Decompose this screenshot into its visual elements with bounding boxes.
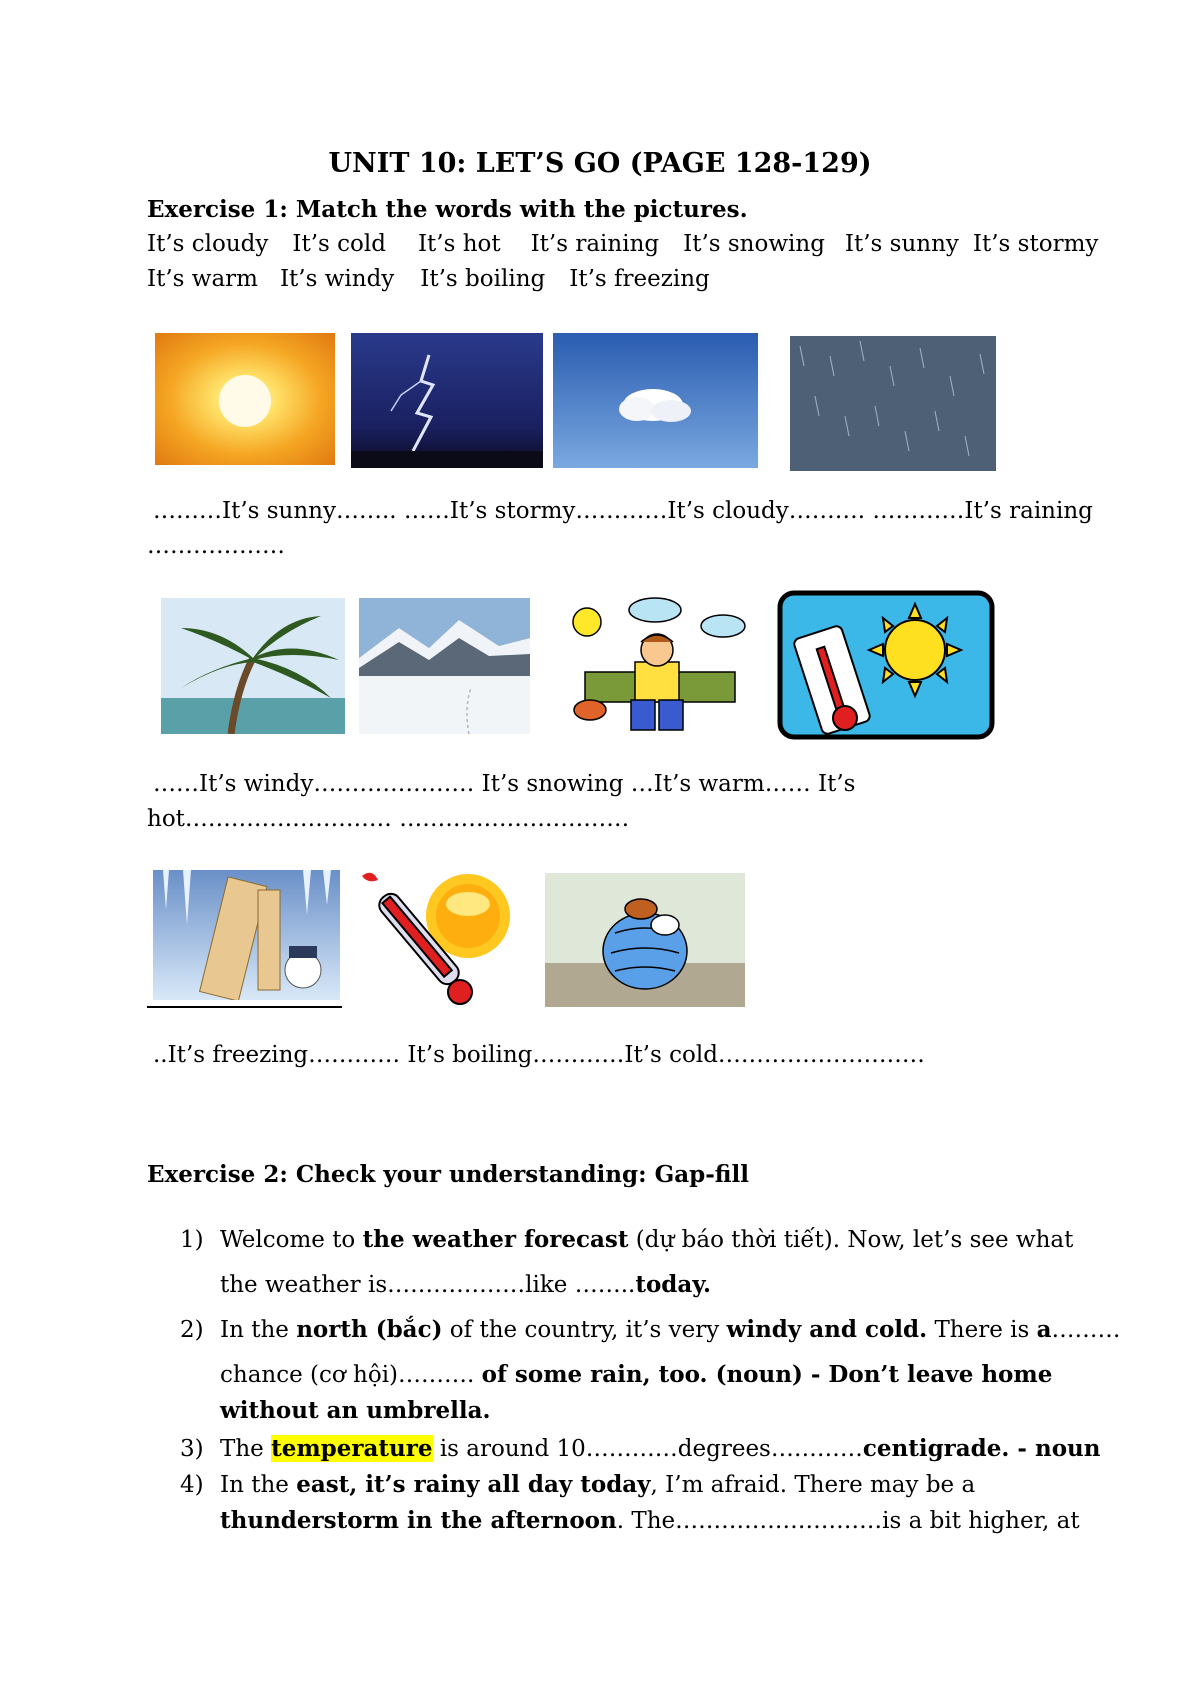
gap-item-1: 1) Welcome to the weather forecast (dự báo thời tiết). Now, let’s see what: [180, 1226, 1074, 1253]
snowy-mountain-picture: [359, 598, 530, 734]
word-item: It’s boiling: [420, 266, 546, 292]
word-item: It’s snowing: [683, 231, 825, 257]
answers-row-1-cont: ………………: [147, 533, 285, 559]
word-item: It’s sunny: [844, 231, 959, 257]
gap-item-4-line-2: thunderstorm in the afternoon. The………………………is a bit higher, at: [220, 1507, 1080, 1534]
gap-item-1-line-2: the weather is………………like ……..today.: [220, 1271, 712, 1298]
exercise2-heading: Exercise 2: Check your understanding: Gap-fill: [147, 1161, 749, 1188]
boiling-thermometer-picture: [348, 864, 538, 1006]
word-bank-row-2: [147, 266, 710, 292]
answers-row-2: ……It’s windy………………… It’s snowing …It’s warm…… It’s: [153, 771, 856, 797]
item-number: 4): [180, 1472, 204, 1498]
item-number: 3): [180, 1436, 204, 1462]
gap-item-2-line-2: chance (cơ hội)………. of some rain, too. (noun) - Don’t leave home: [220, 1361, 1053, 1388]
thermometer-sun-picture: [777, 590, 995, 740]
item-number: 1): [180, 1227, 204, 1253]
lightning-picture: [351, 333, 543, 468]
word-item: It’s stormy: [972, 231, 1099, 257]
word-bank-row-1: [147, 231, 1098, 257]
word-item: It’s windy: [279, 266, 395, 292]
bundled-dog-picture: [545, 873, 745, 1007]
word-item: It’s warm: [147, 266, 258, 292]
cloud-picture: [553, 333, 758, 468]
word-item: It’s cold: [292, 231, 386, 257]
exercise1-heading: Exercise 1: Match the words with the pictures.: [147, 196, 748, 223]
answers-row-2-cont: hot……………………… …………………………: [147, 806, 630, 832]
answers-row-1: ………It’s sunny…….. ……It’s stormy…………It’s cloudy………. …………It’s raining: [153, 498, 1093, 524]
highlighted-word: temperature: [271, 1435, 433, 1462]
word-item: It’s raining: [530, 231, 660, 257]
palm-tree-wind-picture: [161, 598, 345, 734]
divider-line: [147, 1006, 342, 1008]
sun-picture: [155, 333, 335, 465]
rain-picture: [790, 336, 996, 471]
gap-item-3: 3) The temperature is around 10…………degrees…………centigrade. - noun: [180, 1435, 1101, 1462]
gap-item-4: 4) In the east, it’s rainy all day today, I’m afraid. There may be a: [180, 1471, 976, 1498]
answers-row-3: ..It’s freezing………… It’s boiling…………It’s cold………………………: [153, 1042, 925, 1068]
freezing-thermometer-picture: [153, 870, 340, 1000]
gap-item-2: 2) In the north (bắc) of the country, it’s very windy and cold. There is a………: [180, 1316, 1121, 1343]
word-item: It’s cloudy: [147, 231, 269, 257]
word-item: It’s freezing: [569, 266, 710, 292]
item-number: 2): [180, 1317, 204, 1343]
page-title: UNIT 10: LET’S GO (PAGE 128-129): [328, 148, 872, 179]
word-item: It’s hot: [417, 231, 501, 257]
boy-on-bench-picture: [545, 592, 767, 740]
gap-item-2-line-3: without an umbrella.: [220, 1397, 491, 1424]
